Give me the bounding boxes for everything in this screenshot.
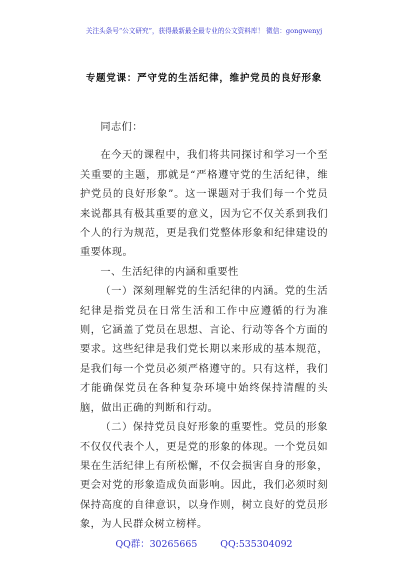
document-title: 专题党课：严守党的生活纪律，维护党员的良好形象: [85, 73, 323, 84]
salutation: 同志们：: [100, 122, 143, 133]
footer-qq-group: QQ群：30265665: [115, 539, 198, 550]
document-body: [80, 118, 328, 535]
footer-qq: QQ:535304092: [220, 539, 293, 550]
footer-contact: [0, 536, 408, 550]
section-heading-1: 一、生活纪律的内涵和重要性: [100, 266, 239, 278]
paragraph-1-1: （一）深刻理解党的生活纪律的内涵。党的生活纪律是指党员在日常生活和工作中应遵循的行为准则，它涵盖了党员在思想、言论、行动等各个方面的要求。这些纪律是我们党长期以来形成的基本规范，是我们每一个党员必须严格遵守的。只有这样，我们才能确保党员在各种复杂环境中始终保持清醒的头脑，做出正确的判断和行动。: [80, 286, 328, 414]
paragraph-intro: 在今天的课程中，我们将共同探讨和学习一个至关重要的主题，那就是“严格遵守党的生活纪律，维护党员的良好形象”。这一课题对于我们每一个党员来说都具有极其重要的意义，因为它不仅关系到我们个人的行为规范，更是我们党整体形象和纪律建设的重要体现。: [80, 150, 328, 259]
paragraph-1-2: （二）保持党员良好形象的重要性。党员的形象不仅仅代表个人，更是党的形象的体现。一个党员如果在生活纪律上有所松懈，不仅会损害自身的形象，更会对党的形象造成负面影响。因此，我们必须时刻保持高度的自律意识，以身作则，树立良好的党员形象，为人民群众树立榜样。: [80, 422, 328, 531]
header-banner: 关注头条号“公文研究”，获得最新最全最专业的公文资料库！ 微信：gongwenyj: [85, 27, 323, 35]
